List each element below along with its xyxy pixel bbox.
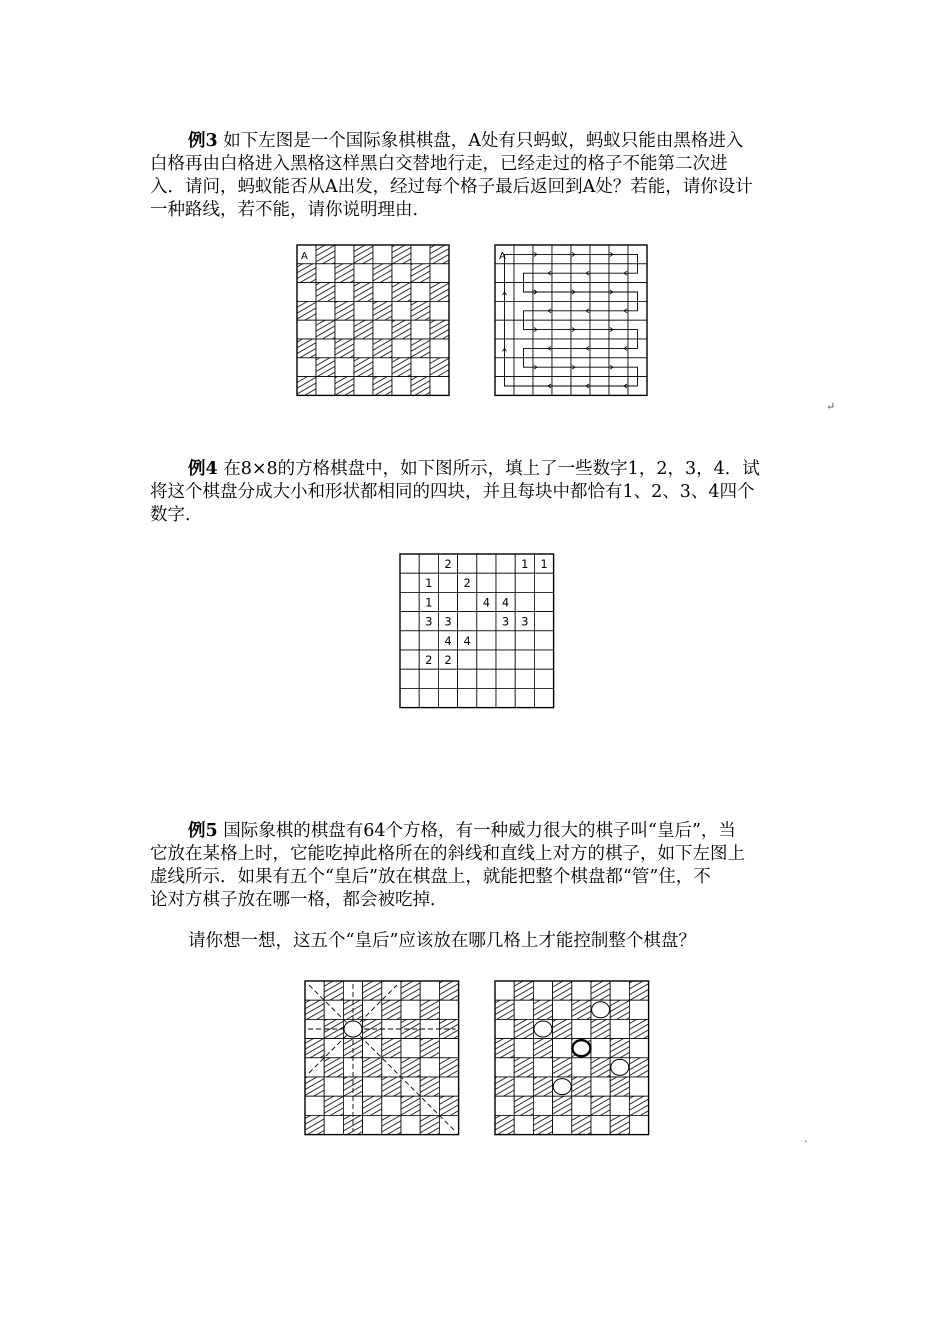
ex5b-cell	[591, 1115, 610, 1134]
ex5b-cell	[495, 1096, 514, 1115]
ex5b-cell	[591, 1096, 610, 1115]
ex4-grid-number: 3	[521, 614, 529, 629]
ex4-grid-cell	[458, 688, 477, 707]
ex5b-cell	[629, 1039, 648, 1058]
ex5b-cell	[533, 1000, 552, 1019]
ex4-grid-number: 1	[521, 557, 529, 571]
ex5b-cell	[495, 981, 514, 1000]
ex4-grid-number: 2	[463, 576, 471, 591]
ex4-grid-number: 1	[540, 557, 548, 571]
ex4-grid-cell	[400, 650, 419, 669]
ex3-line-3: 入．请问，蚂蚁能否从A出发，经过每个格子最后返回到A处？若能，请你设计	[150, 177, 753, 197]
ex5a-cell	[343, 1077, 362, 1096]
ex5b-cell	[610, 1000, 629, 1019]
ex5-line-2: 它放在某格上时，它能吃掉此格所在的斜线和直线上对方的棋子，如下左图上	[150, 844, 745, 864]
ex3-board-cell	[392, 320, 411, 339]
ex5b-cell	[629, 1096, 648, 1115]
ex5a-cell	[401, 1019, 420, 1038]
ex3-board-cell	[354, 377, 373, 396]
ex3-board-cell	[392, 264, 411, 283]
ex4-grid-cell	[515, 688, 534, 707]
ex4-grid-number: 1	[425, 576, 433, 591]
ex3-board-cell	[354, 301, 373, 320]
ex5-line-3: 虚线所示．如果有五个“皇后”放在棋盘上，就能把整个棋盘都“管”住，不	[150, 867, 711, 887]
ex5a-cell	[382, 1096, 401, 1115]
ex5b-cell	[629, 1019, 648, 1038]
ex3-board-cell	[335, 245, 354, 264]
ex4-grid-number: 4	[482, 595, 491, 610]
ex3-board-cell	[430, 283, 449, 302]
ex5a-cell	[420, 1058, 439, 1077]
ex3-board-cell	[392, 358, 411, 377]
ex4-grid-cell	[458, 592, 477, 611]
ex3-board-cell	[392, 245, 411, 264]
ex3-board-cell	[411, 283, 430, 302]
ex4-grid-cell	[534, 669, 553, 688]
ex3-board-cell	[335, 339, 354, 358]
ex5b-cell	[553, 1019, 572, 1038]
ex5a-cell	[305, 1077, 324, 1096]
ex5a-cell	[363, 1115, 382, 1134]
ex4-grid-cell	[400, 612, 419, 631]
ex4-text	[150, 458, 810, 527]
ex4-grid-cell	[419, 669, 438, 688]
ex5a-cell	[382, 1077, 401, 1096]
ex5b-cell	[514, 1058, 533, 1077]
ex4-line-1: 在8×8的方格棋盘中，如下图所示，填上了一些数字1，2，3，4．试	[217, 459, 760, 479]
ex5b-cell	[514, 1039, 533, 1058]
ex4-grid-cell	[496, 554, 515, 573]
ex5b-cell	[610, 981, 629, 1000]
ex3-board-cell	[411, 320, 430, 339]
ex5a-cell	[382, 1000, 401, 1019]
ex5-line-1: 国际象棋的棋盘有64个方格，有一种威力很大的棋子叫“皇后”，当	[217, 821, 736, 841]
ex4-line-3: 数字．	[150, 505, 203, 525]
ex4-grid-cell	[515, 650, 534, 669]
ex3-board-cell	[297, 301, 316, 320]
ex5b-cell	[514, 1077, 533, 1096]
ex3-board-cell	[392, 377, 411, 396]
ex4-grid-number: 3	[501, 614, 510, 629]
ex3-board-cell	[430, 264, 449, 283]
ex3-board-cell	[373, 301, 392, 320]
ex5b-cell	[591, 1019, 610, 1038]
ex3-board-cell	[335, 301, 354, 320]
ex5-queen	[344, 1021, 362, 1037]
ex5b-cell	[591, 1058, 610, 1077]
ex5a-cell	[305, 1019, 324, 1038]
ex3-board-cell	[297, 377, 316, 396]
ex5a-cell	[363, 981, 382, 1000]
ex4-grid-cell	[496, 688, 515, 707]
ex3-board-cell	[373, 377, 392, 396]
ex5b-cell	[629, 1000, 648, 1019]
ex5-label: 例5	[188, 821, 218, 841]
ex5a-cell	[401, 981, 420, 1000]
ex3-board-cell	[411, 339, 430, 358]
ex3-board-cell	[316, 245, 335, 264]
ex4-grid-cell	[419, 688, 438, 707]
ex3-board-cell	[297, 339, 316, 358]
ex4-grid-cell	[400, 631, 419, 650]
ex5b-cell	[610, 1096, 629, 1115]
ex5b-cell	[495, 1019, 514, 1038]
ex4-line-2: 将这个棋盘分成大小和形状都相同的四块，并且每块中都恰有1、2、3、4四个	[150, 482, 755, 502]
ex4-grid-cell	[534, 650, 553, 669]
ex5a-cell	[420, 981, 439, 1000]
ex3-board-cell	[316, 301, 335, 320]
ex3-board-cell	[335, 358, 354, 377]
ex3-board-cell	[297, 264, 316, 283]
ex5b-cell	[553, 1058, 572, 1077]
ex3-board-cell	[297, 283, 316, 302]
ex5b-cell	[514, 1115, 533, 1134]
return-mark: ↵	[826, 400, 836, 413]
ex5b-cell	[629, 1115, 648, 1134]
ex5b-cell	[553, 1115, 572, 1134]
ex5b-cell	[533, 1115, 552, 1134]
ex3-board-cell	[354, 245, 373, 264]
ex4-grid-cell	[534, 688, 553, 707]
ex5b-cell	[629, 1077, 648, 1096]
ex4-grid-cell	[400, 573, 419, 592]
ex3-board-label: A	[301, 251, 308, 262]
ex4-grid-cell	[496, 650, 515, 669]
ex4-grid-cell	[458, 669, 477, 688]
ex4-grid-number: 3	[425, 614, 433, 629]
ex3-board-cell	[373, 358, 392, 377]
ex5-queen	[572, 1040, 590, 1056]
ex4-grid-cell	[534, 631, 553, 650]
ex3-board-cell	[316, 283, 335, 302]
ex4-label: 例4	[188, 459, 218, 479]
ex5a-cell	[401, 1000, 420, 1019]
ex5b-cell	[533, 981, 552, 1000]
ex4-grid-cell	[477, 650, 496, 669]
ex5a-cell	[324, 981, 343, 1000]
ex4-grid-number: 1	[425, 595, 433, 610]
ex3-path-board	[494, 244, 648, 397]
ex5a-cell	[420, 1115, 439, 1134]
ex5-queen	[592, 1002, 610, 1018]
ex4-grid-cell	[438, 688, 457, 707]
ex5a-cell	[305, 1115, 324, 1134]
ex5a-cell	[363, 1096, 382, 1115]
ex5b-cell	[629, 1058, 648, 1077]
ex4-grid-cell	[458, 554, 477, 573]
ex3-board-cell	[430, 245, 449, 264]
ex5-question: 请你想一想，这五个“皇后”应该放在哪几格上才能控制整个棋盘？	[188, 931, 696, 951]
ex3-board-cell	[316, 339, 335, 358]
ex5a-cell	[324, 1115, 343, 1134]
ex4-grid-cell	[477, 631, 496, 650]
ex5b-cell	[591, 981, 610, 1000]
ex4-number-grid	[399, 553, 555, 709]
ex3-board-cell	[430, 301, 449, 320]
ex5a-cell	[439, 1039, 458, 1058]
ex4-grid-number: 2	[444, 557, 452, 571]
ex5b-cell	[495, 1039, 514, 1058]
ex5b-cell	[572, 1077, 591, 1096]
ex4-grid-number: 4	[444, 633, 452, 648]
ex3-board-cell	[392, 339, 411, 358]
ex4-grid-number: 2	[425, 653, 433, 667]
ex3-board-cell	[316, 358, 335, 377]
ex3-board-cell	[354, 264, 373, 283]
ex5-queen-lines-board	[304, 980, 460, 1136]
ex4-grid-cell	[515, 592, 534, 611]
ex3-label: 例3	[188, 131, 218, 151]
ex5a-cell	[420, 1077, 439, 1096]
ex3-board-cell	[316, 264, 335, 283]
ex5b-cell	[495, 1058, 514, 1077]
ex5a-cell	[324, 1096, 343, 1115]
ex4-grid-number: 3	[444, 614, 452, 629]
ex3-board-cell	[411, 377, 430, 396]
ex4-grid-number: 4	[501, 595, 510, 610]
ex3-board-cell	[411, 358, 430, 377]
ex4-grid-number: 2	[444, 653, 452, 667]
ex5a-cell	[401, 1096, 420, 1115]
ex5b-cell	[572, 1115, 591, 1134]
ex4-grid-cell	[438, 573, 457, 592]
ex5b-cell	[591, 1039, 610, 1058]
ex5a-cell	[382, 1039, 401, 1058]
ex5b-cell	[629, 981, 648, 1000]
dot-mark: .	[804, 1132, 808, 1145]
ex5b-cell	[533, 1096, 552, 1115]
ex5b-cell	[514, 1019, 533, 1038]
ex3-board-cell	[335, 264, 354, 283]
ex4-grid-cell	[438, 669, 457, 688]
ex4-grid-cell	[400, 592, 419, 611]
ex4-grid-cell	[419, 631, 438, 650]
ex5a-cell	[439, 981, 458, 1000]
ex3-board-cell	[430, 358, 449, 377]
ex5a-cell	[401, 1115, 420, 1134]
ex5a-cell	[420, 1000, 439, 1019]
ex4-grid-cell	[438, 592, 457, 611]
ex4-grid-cell	[400, 669, 419, 688]
ex4-grid-cell	[400, 688, 419, 707]
ex3-board-cell	[297, 320, 316, 339]
ex4-grid-cell	[515, 631, 534, 650]
ex3-board-cell	[392, 283, 411, 302]
ex5b-cell	[572, 1000, 591, 1019]
ex3-board-cell	[316, 320, 335, 339]
ex4-grid-cell	[477, 612, 496, 631]
ex5b-cell	[591, 1077, 610, 1096]
ex3-board-cell	[373, 264, 392, 283]
ex3-line-4: 一种路线，若不能，请你说明理由．	[150, 200, 430, 220]
ex5a-cell	[363, 1077, 382, 1096]
ex3-board-cell	[411, 264, 430, 283]
ex5b-cell	[610, 1115, 629, 1134]
ex3-board-cell	[297, 358, 316, 377]
ex5b-cell	[495, 1077, 514, 1096]
ex4-grid-cell	[400, 554, 419, 573]
ex5b-cell	[572, 1019, 591, 1038]
ex5a-cell	[439, 1000, 458, 1019]
ex4-grid-cell	[534, 592, 553, 611]
ex5-queen	[553, 1079, 571, 1095]
ex5b-cell	[572, 1058, 591, 1077]
ex3-board-cell	[373, 339, 392, 358]
ex5-queen	[611, 1059, 629, 1075]
ex5b-cell	[572, 1096, 591, 1115]
ex3-text	[150, 130, 810, 222]
ex4-grid-cell	[496, 573, 515, 592]
ex5a-cell	[305, 1096, 324, 1115]
ex4-grid-cell	[534, 612, 553, 631]
ex5a-cell	[305, 1039, 324, 1058]
ex3-board-cell	[430, 320, 449, 339]
ex3-line-1: 如下左图是一个国际象棋棋盘，A处有只蚂蚁，蚂蚁只能由黑格进入	[217, 131, 744, 151]
ex5b-cell	[553, 1039, 572, 1058]
ex3-board-cell	[354, 320, 373, 339]
ex3-board-cell	[411, 301, 430, 320]
ex5b-cell	[514, 981, 533, 1000]
ex5-queen	[534, 1021, 552, 1037]
ex5a-cell	[305, 1000, 324, 1019]
ex4-grid-cell	[458, 650, 477, 669]
ex3-board-cell	[373, 283, 392, 302]
ex4-grid-cell	[515, 573, 534, 592]
ex3-board-cell	[316, 377, 335, 396]
ex5b-cell	[514, 1096, 533, 1115]
ex3-board-cell	[354, 358, 373, 377]
ex3-board-cell	[430, 339, 449, 358]
ex5b-cell	[553, 1000, 572, 1019]
ex4-grid-cell	[477, 669, 496, 688]
ex5a-cell	[420, 1039, 439, 1058]
ex3-board-cell	[354, 283, 373, 302]
ex4-grid-number: 4	[463, 633, 471, 648]
ex5a-cell	[324, 1058, 343, 1077]
ex5b-cell	[533, 1058, 552, 1077]
ex5b-cell	[495, 1115, 514, 1134]
ex4-grid-cell	[477, 573, 496, 592]
ex5-line-4: 论对方棋子放在哪一格，都会被吃掉．	[150, 890, 448, 910]
ex3-line-2: 白格再由白格进入黑格这样黑白交替地行走，已经走过的格子不能第二次进	[150, 154, 728, 174]
ex4-grid-cell	[496, 631, 515, 650]
ex3-chessboard	[296, 244, 452, 397]
ex4-grid-cell	[458, 612, 477, 631]
ex5a-cell	[439, 1058, 458, 1077]
ex3-board-cell	[373, 245, 392, 264]
ex5b-cell	[533, 1039, 552, 1058]
ex4-grid-cell	[477, 688, 496, 707]
ex5a-cell	[439, 1077, 458, 1096]
ex3-board-cell	[335, 377, 354, 396]
ex5a-cell	[439, 1096, 458, 1115]
ex3-board-cell	[430, 377, 449, 396]
ex5-text	[150, 820, 810, 912]
ex3-board-cell	[392, 301, 411, 320]
ex5b-cell	[610, 1077, 629, 1096]
ex5b-cell	[610, 1039, 629, 1058]
ex4-grid-cell	[496, 669, 515, 688]
ex4-grid-cell	[534, 573, 553, 592]
ex5a-cell	[343, 981, 362, 1000]
ex3-path-label: A	[499, 251, 506, 262]
ex3-board-cell	[335, 320, 354, 339]
ex5b-cell	[610, 1019, 629, 1038]
ex4-grid-cell	[515, 669, 534, 688]
ex3-board-cell	[354, 339, 373, 358]
ex5b-cell	[533, 1077, 552, 1096]
ex3-board-cell	[411, 245, 430, 264]
ex5a-cell	[401, 1058, 420, 1077]
ex3-board-cell	[373, 320, 392, 339]
ex3-board-cell	[335, 283, 354, 302]
ex4-grid-cell	[419, 554, 438, 573]
ex5b-cell	[495, 1000, 514, 1019]
ex5b-cell	[553, 1096, 572, 1115]
ex4-grid-cell	[477, 554, 496, 573]
ex5b-cell	[553, 981, 572, 1000]
ex5b-cell	[572, 981, 591, 1000]
ex5b-cell	[514, 1000, 533, 1019]
ex5-five-queens-board	[494, 980, 650, 1136]
ex5a-cell	[382, 1115, 401, 1134]
ex5a-cell	[401, 1039, 420, 1058]
ex5a-cell	[363, 1058, 382, 1077]
ex5a-cell	[324, 1077, 343, 1096]
